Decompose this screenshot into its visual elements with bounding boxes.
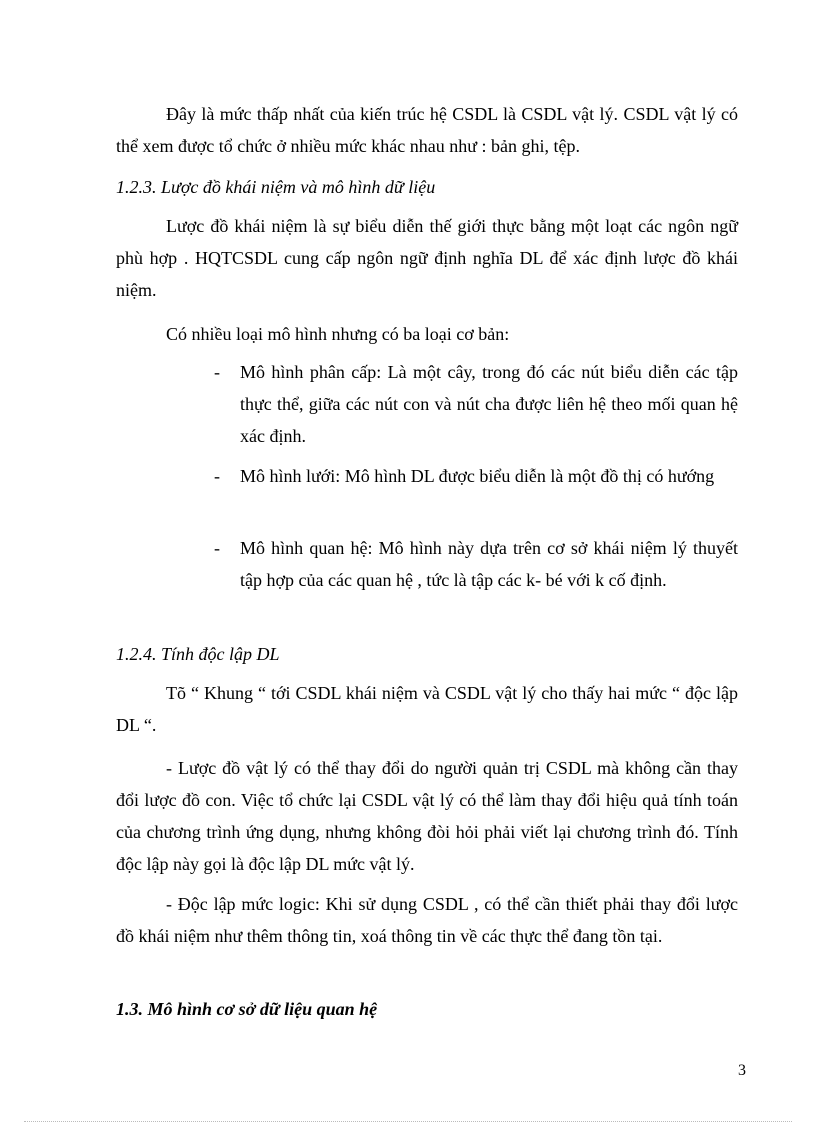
- paragraph-physical-independence: - Lược đồ vật lý có thể thay đổi do người quản trị CSDL mà không cần thay đổi lược đồ con. Việc tổ chức lại CSDL vật lý có thể làm thay đổi hiệu quả tính toán của chương trình ứng dụng, nhưng không đòi hỏi phải viết lại chương trình đó. Tính độc lập này gọi là độc lập DL mức vật lý.: [116, 758, 738, 874]
- bullet-network-model: Mô hình lưới: Mô hình DL được biểu diễn là một đồ thị có hướng: [240, 466, 715, 486]
- paragraph-logical-independence: - Độc lập mức logic: Khi sử dụng CSDL , có thể cần thiết phải thay đổi lược đồ khái niệm như thêm thông tin, xoá thông tin về các thực thể đang tồn tại.: [116, 894, 738, 946]
- heading-1-3: 1.3. Mô hình cơ sở dữ liệu quan hệ: [116, 999, 378, 1019]
- bullet-relational-model: Mô hình quan hệ: Mô hình này dựa trên cơ sở khái niệm lý thuyết tập hợp của các quan hệ , tức là tập các k- bé với k cố định.: [240, 538, 738, 590]
- list-item: [214, 356, 738, 452]
- page-number: 3: [738, 1062, 746, 1079]
- list-item: [214, 532, 738, 596]
- footer-divider: [24, 1121, 792, 1122]
- list-item: [214, 460, 738, 492]
- paragraph-model-types: Có nhiều loại mô hình nhưng có ba loại cơ bản:: [166, 324, 510, 344]
- bullet-dash: -: [214, 362, 220, 382]
- bullet-dash: -: [214, 466, 220, 486]
- heading-1-2-4: 1.2.4. Tính độc lập DL: [116, 644, 280, 664]
- bullet-dash: -: [214, 538, 220, 558]
- bullet-hierarchical-model: Mô hình phân cấp: Là một cây, trong đó các nút biểu diễn các tập thực thể, giữa các nút con và nút cha được liên hệ theo mối quan hệ xác định.: [240, 362, 738, 446]
- paragraph-conceptual-schema: Lược đồ khái niệm là sự biểu diễn thế giới thực bằng một loạt các ngôn ngữ phù hợp . HQTCSDL cung cấp ngôn ngữ định nghĩa DL để xác định lược đồ khái niệm.: [116, 216, 738, 300]
- paragraph-data-independence: Tõ “ Khung “ tới CSDL khái niệm và CSDL vật lý cho thấy hai mức “ độc lập DL “.: [116, 683, 738, 735]
- paragraph-physical-level: Đây là mức thấp nhất của kiến trúc hệ CSDL là CSDL vật lý. CSDL vật lý có thể xem được tổ chức ở nhiều mức khác nhau như : bản ghi, tệp.: [116, 104, 738, 156]
- heading-1-2-3: 1.2.3. Lược đồ khái niệm và mô hình dữ liệu: [116, 177, 436, 197]
